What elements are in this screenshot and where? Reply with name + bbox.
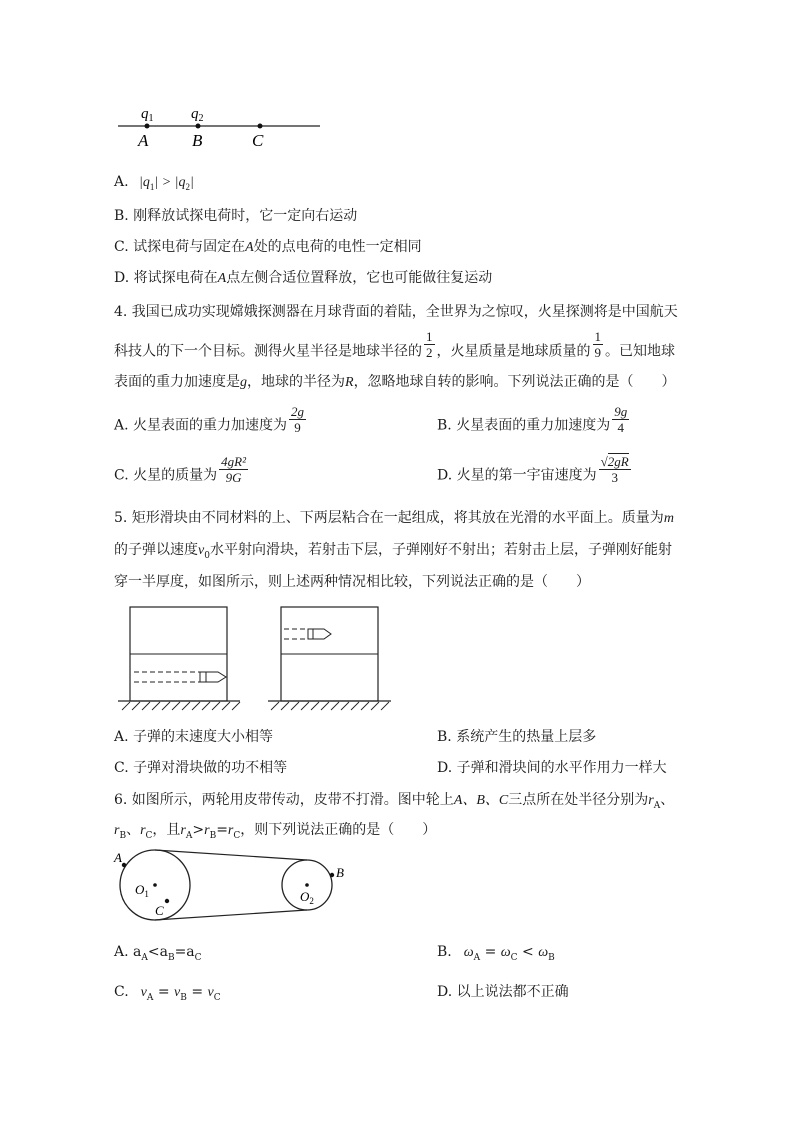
q4-option-b: B. 火星表面的重力加速度为 $\frac{9g}{4}$ xyxy=(437,404,628,435)
q5-option-c: C. 子弹对滑块做的功不相等 xyxy=(114,760,288,776)
q5-stem-line3: 穿一半厚度，如图所示，则上述两种情况相比较，下列说法正确的是（ ） xyxy=(114,574,590,590)
bullet-block-figure xyxy=(118,602,398,712)
charge-q2-label: $q_2$ xyxy=(191,106,204,124)
q5-option-a: A. 子弹的末速度大小相等 xyxy=(114,729,274,745)
charge-line-figure xyxy=(110,100,330,155)
q3-option-d: D. 将试探电荷在A点左侧合适位置释放，它也可能做往复运动 xyxy=(114,270,493,286)
q6-stem-line2: $r_B$、$r_C$，且$r_A>r_B=r_C$，则下列说法正确的是（ ） xyxy=(114,822,437,841)
q5-stem-line1: 5. 矩形滑块由不同材料的上、下两层粘合在一起组成，将其放在光滑的水平面上。质量为m xyxy=(114,510,674,526)
wheel-center-o2-label: $O_2$ xyxy=(300,889,314,906)
wheel-point-c-label: C xyxy=(155,903,164,918)
fraction-half: $\frac{1}{2}$ xyxy=(426,329,433,360)
q4-stem-line2: 科技人的下一个目标。测得火星半径是地球半径的 $\frac{1}{2}$ ，火星质量是地球质量的 $\frac{1}{9}$ 。已知地球 xyxy=(114,329,675,360)
q6-stem-line1: 6. 如图所示，两轮用皮带传动，皮带不打滑。图中轮上A、B、C三点所在处半径分别为$r_A$、 xyxy=(114,792,675,811)
q5-option-d: D. 子弹和滑块间的水平作用力一样大 xyxy=(437,760,667,776)
q3-option-a xyxy=(114,172,194,197)
q4-option-a: A. 火星表面的重力加速度为 $\frac{2g}{9}$ xyxy=(114,404,305,435)
belt-wheels-figure xyxy=(108,843,358,928)
q6-option-d: D. 以上说法都不正确 xyxy=(437,984,569,1000)
q3-option-c: C. 试探电荷与固定在A处的点电荷的电性一定相同 xyxy=(114,239,422,255)
q4-b-fraction: $\frac{9g}{4}$ xyxy=(614,404,628,435)
point-c-label: C xyxy=(252,131,264,150)
point-a-label: A xyxy=(138,131,149,150)
q6-option-c: C. $v_A = v_B = v_C$ xyxy=(114,984,221,1003)
q3-option-b: B. 刚释放试探电荷时，它一定向右运动 xyxy=(114,208,358,224)
fraction-ninth: $\frac{1}{9}$ xyxy=(594,329,601,360)
q4-stem-line1: 4. 我国已成功实现嫦娥探测器在月球背面的着陆，全世界为之惊叹，火星探测将是中国航天 xyxy=(114,304,678,320)
q5-option-b: B. 系统产生的热量上层多 xyxy=(437,729,597,745)
q4-stem-line3: 表面的重力加速度是g，地球的半径为R，忽略地球自转的影响。下列说法正确的是（ ） xyxy=(114,374,676,390)
q3-option-a-label: A. xyxy=(114,174,129,190)
q4-c-fraction: $\frac{\text{4gR²}}{9G}$ xyxy=(221,454,246,485)
q5-stem-line2: 的子弹以速度$v_0$水平射向滑块，若射击下层，子弹刚好不射出；若射击上层，子弹刚好能射 xyxy=(114,542,672,561)
q4-option-c: C. 火星的质量为 $\frac{\text{4gR²}}{9G}$ xyxy=(114,454,246,485)
wheel-point-b-label: B xyxy=(336,865,344,880)
charge-q1-label: $q_1$ xyxy=(141,106,154,124)
wheel-center-o1-label: $O_1$ xyxy=(135,882,149,899)
q6-option-b: B. $\omega_A = \omega_C < \omega_B$ xyxy=(437,944,555,963)
q4-d-fraction: $\frac{√2gR}{3}$ xyxy=(600,454,629,485)
q3-option-a-math: $|q_1| > |q_2|$ xyxy=(139,175,194,192)
q4-a-fraction: $\frac{2g}{9}$ xyxy=(291,404,305,435)
point-b-label: B xyxy=(192,131,203,150)
q4-option-d: D. 火星的第一宇宙速度为 $\frac{√2gR}{3}$ xyxy=(437,454,629,485)
q6-option-a: A. $a_A<a_B=a_C$ xyxy=(114,944,202,963)
wheel-point-a-label: A xyxy=(114,850,122,865)
